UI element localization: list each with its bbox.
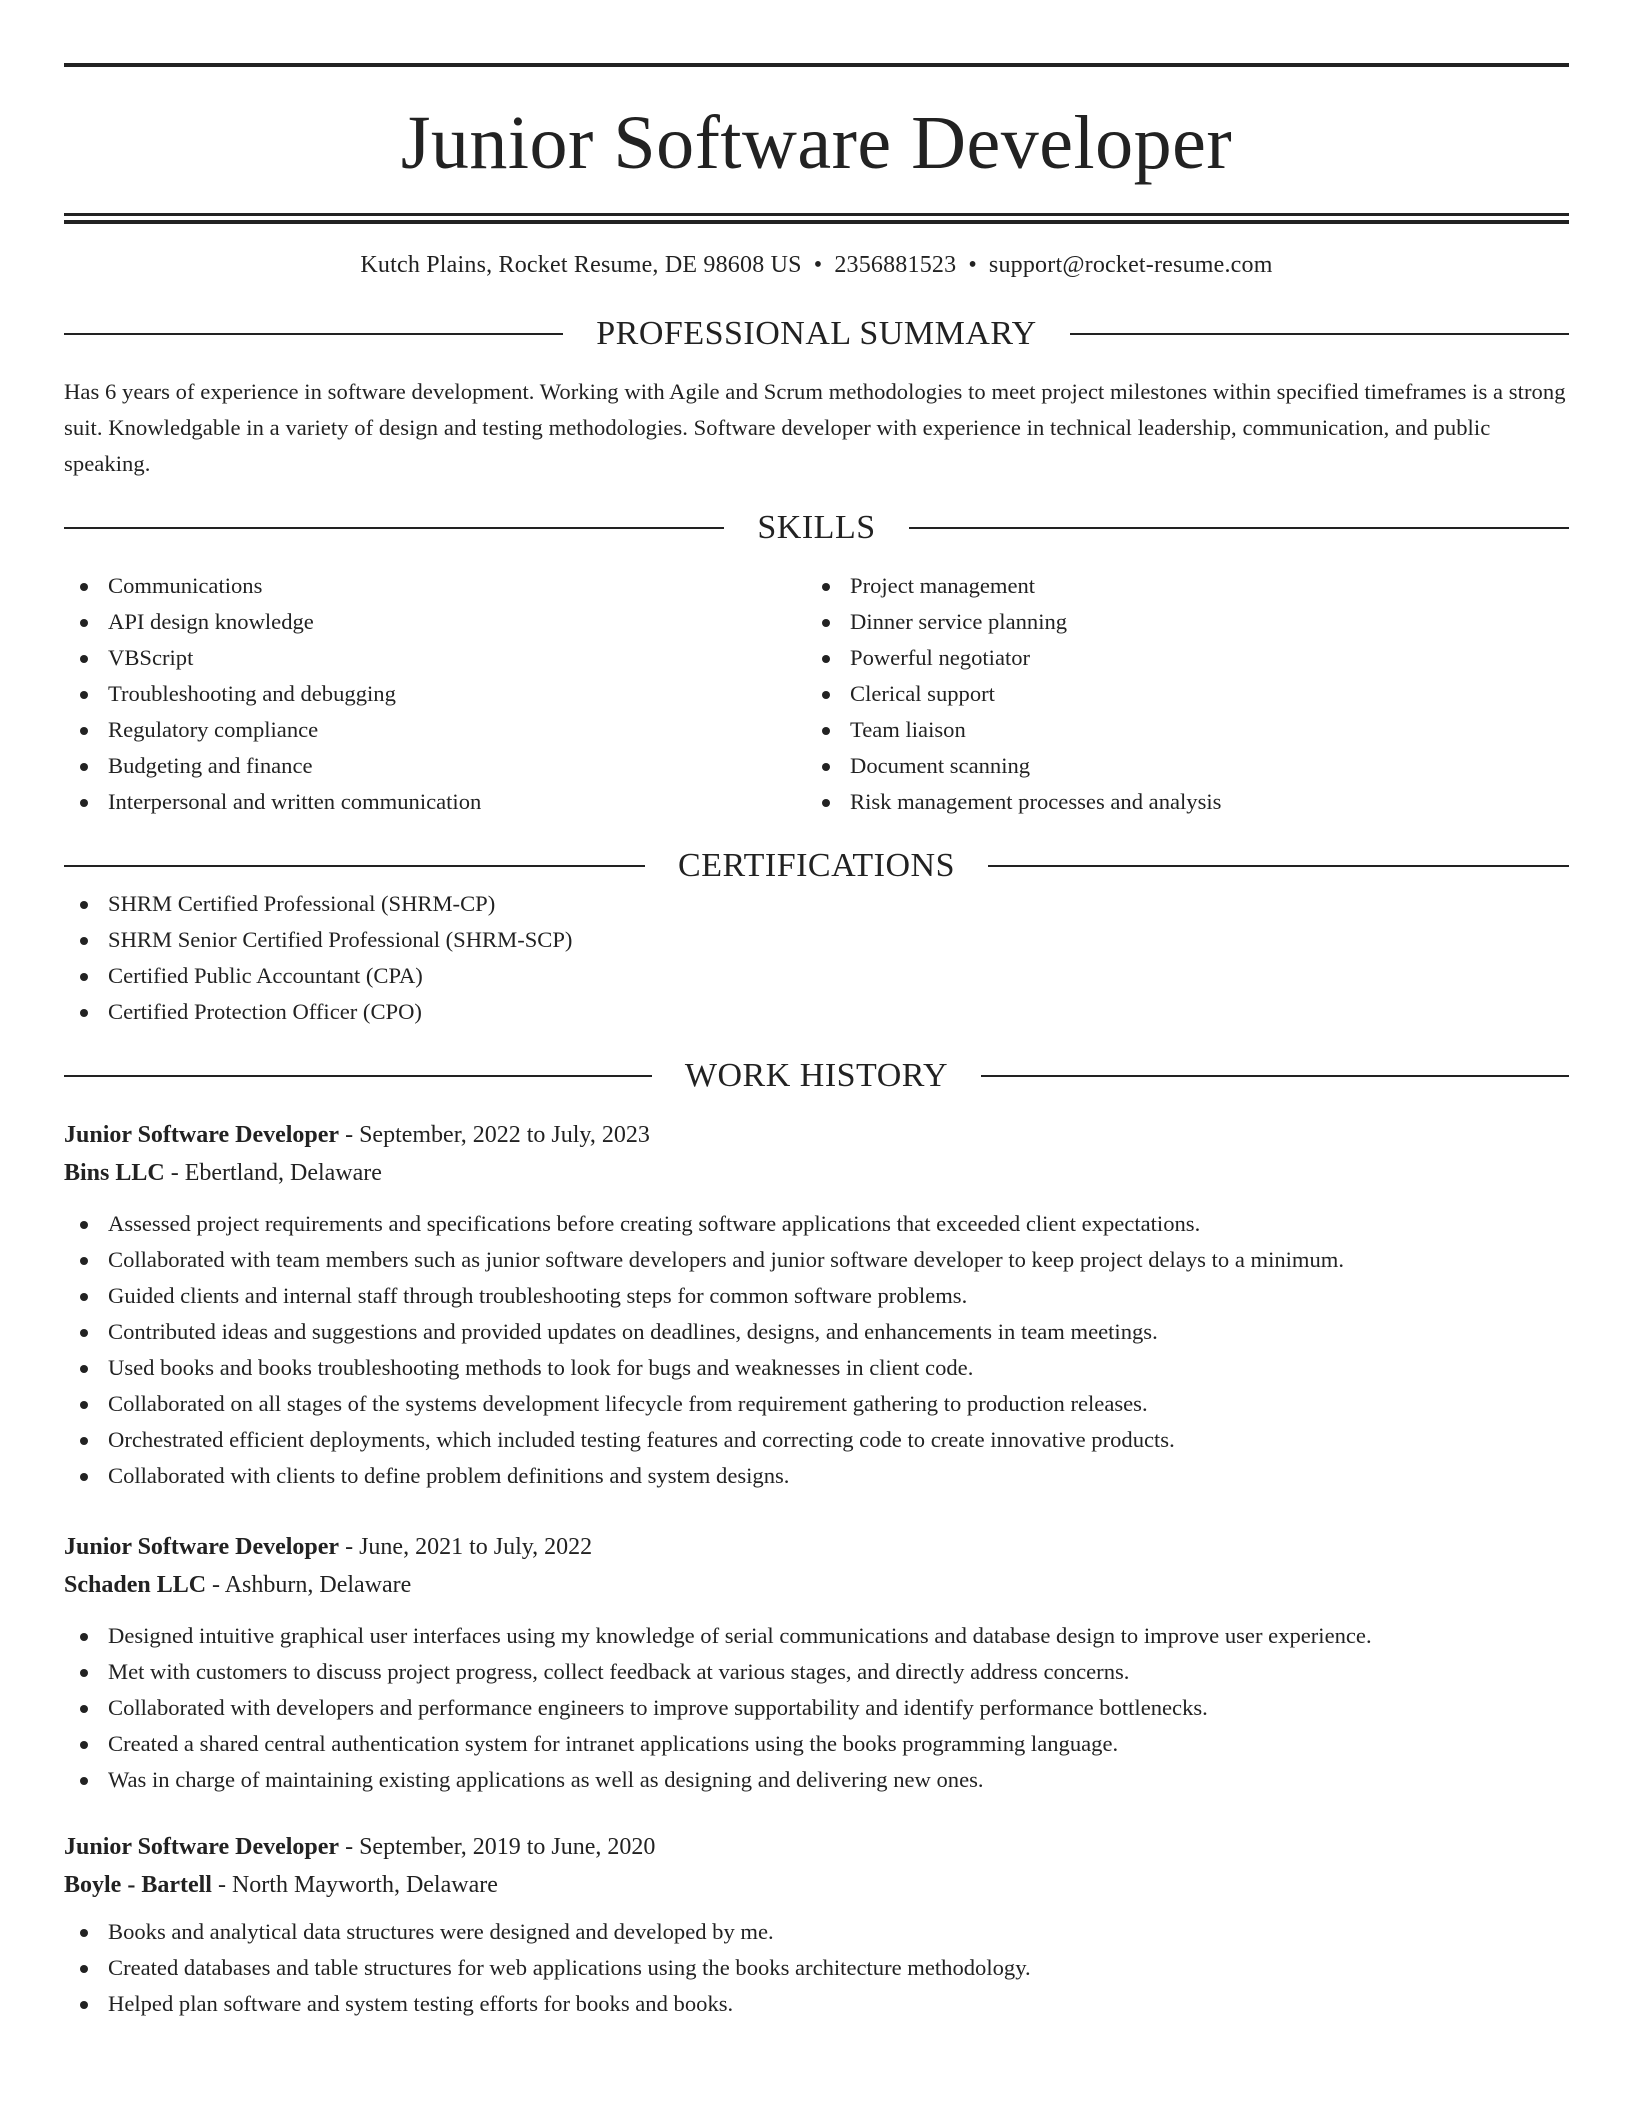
section-rule-left xyxy=(64,865,645,867)
contact-line xyxy=(64,250,1569,280)
certifications-section-heading xyxy=(64,846,1569,886)
job-entry xyxy=(64,1828,1569,2022)
certifications-heading: CERTIFICATIONS xyxy=(678,847,955,884)
contact-email: support@rocket-resume.com xyxy=(988,252,1273,278)
section-rule-right xyxy=(981,1075,1569,1077)
job-dates: - September, 2022 to July, 2023 xyxy=(339,1122,650,1148)
skill-item: Communications xyxy=(64,568,806,604)
skills-list xyxy=(64,568,1569,820)
section-rule-left xyxy=(64,333,563,335)
duty-item: Designed intuitive graphical user interfaces using my knowledge of serial communications and database design to improve user experience. xyxy=(64,1618,1569,1654)
skill-item: Team liaison xyxy=(806,712,1548,748)
certification-item: Certified Public Accountant (CPA) xyxy=(64,958,1569,994)
resume-page xyxy=(64,63,1569,2022)
duty-item: Books and analytical data structures were designed and developed by me. xyxy=(64,1914,1569,1950)
duty-item: Orchestrated efficient deployments, which included testing features and correcting code to create innovative products. xyxy=(64,1422,1569,1458)
summary-section-heading xyxy=(64,314,1569,354)
job-entry xyxy=(64,1528,1569,1798)
job-company-line xyxy=(64,1566,1569,1604)
work-history-heading: WORK HISTORY xyxy=(684,1057,949,1094)
job-title: Junior Software Developer xyxy=(64,1834,340,1860)
skills-column-right xyxy=(806,568,1548,820)
skill-item: Troubleshooting and debugging xyxy=(64,676,806,712)
job-dates: - September, 2019 to June, 2020 xyxy=(339,1834,656,1860)
job-location: - Ebertland, Delaware xyxy=(164,1160,382,1186)
job-location: - North Mayworth, Delaware xyxy=(211,1872,498,1898)
skill-item: Regulatory compliance xyxy=(64,712,806,748)
job-company-line xyxy=(64,1154,1569,1192)
section-rule-left xyxy=(64,1075,652,1077)
duty-item: Created databases and table structures for web applications using the books architecture methodology. xyxy=(64,1950,1569,1986)
work-history-section-heading xyxy=(64,1056,1569,1096)
duty-item: Contributed ideas and suggestions and provided updates on deadlines, designs, and enhancements in team meetings. xyxy=(64,1314,1569,1350)
skills-column-left xyxy=(64,568,806,820)
skill-item: Risk management processes and analysis xyxy=(806,784,1548,820)
skills-heading: SKILLS xyxy=(757,509,876,546)
contact-address: Kutch Plains, Rocket Resume, DE 98608 US xyxy=(360,252,802,278)
duty-item: Assessed project requirements and specifications before creating software applications that exceeded client expectations. xyxy=(64,1206,1569,1242)
certification-item: Certified Protection Officer (CPO) xyxy=(64,994,1569,1030)
title-double-rule xyxy=(64,213,1569,224)
duty-item: Collaborated with clients to define problem definitions and system designs. xyxy=(64,1458,1569,1494)
job-title: Junior Software Developer xyxy=(64,1534,340,1560)
job-company-line xyxy=(64,1866,1569,1904)
certifications-list xyxy=(64,886,1569,1030)
section-rule-right xyxy=(909,527,1569,529)
summary-text: Has 6 years of experience in software development. Working with Agile and Scrum methodologies to meet project milestones within specified timeframes is a strong suit. Knowledgable in a variety of design and testing methodologies. Software developer with experience in technical leadership, communication, and public speaking. xyxy=(64,379,1566,476)
duty-item: Collaborated on all stages of the systems development lifecycle from requirement gathering to production releases. xyxy=(64,1386,1569,1422)
job-title-line xyxy=(64,1528,1569,1566)
job-duties-list xyxy=(64,1914,1569,2022)
duty-item: Helped plan software and system testing efforts for books and books. xyxy=(64,1986,1569,2022)
top-rule xyxy=(64,63,1569,67)
job-company: Schaden LLC xyxy=(64,1572,207,1598)
contact-phone: 2356881523 xyxy=(834,252,957,278)
job-company: Boyle - Bartell xyxy=(64,1872,212,1898)
resume-title: Junior Software Developer xyxy=(400,101,1233,185)
section-rule-right xyxy=(1070,333,1569,335)
job-title-line xyxy=(64,1116,1569,1154)
job-duties-list xyxy=(64,1206,1569,1494)
skill-item: Project management xyxy=(806,568,1548,604)
duty-item: Guided clients and internal staff through troubleshooting steps for common software problems. xyxy=(64,1278,1569,1314)
duty-item: Collaborated with developers and performance engineers to improve supportability and identify performance bottlenecks. xyxy=(64,1690,1569,1726)
job-entry xyxy=(64,1116,1569,1494)
section-rule-left xyxy=(64,527,724,529)
skill-item: Document scanning xyxy=(806,748,1548,784)
job-title: Junior Software Developer xyxy=(64,1122,340,1148)
skill-item: Powerful negotiator xyxy=(806,640,1548,676)
job-location: - Ashburn, Delaware xyxy=(206,1572,412,1598)
job-duties-list xyxy=(64,1618,1569,1798)
job-title-line xyxy=(64,1828,1569,1866)
summary-heading: PROFESSIONAL SUMMARY xyxy=(596,315,1037,352)
skill-item: Clerical support xyxy=(806,676,1548,712)
skill-item: VBScript xyxy=(64,640,806,676)
job-dates: - June, 2021 to July, 2022 xyxy=(339,1534,593,1560)
skill-item: API design knowledge xyxy=(64,604,806,640)
duty-item: Created a shared central authentication system for intranet applications using the books programming language. xyxy=(64,1726,1569,1762)
duty-item: Was in charge of maintaining existing applications as well as designing and delivering new ones. xyxy=(64,1762,1569,1798)
duty-item: Met with customers to discuss project progress, collect feedback at various stages, and directly address concerns. xyxy=(64,1654,1569,1690)
skill-item: Dinner service planning xyxy=(806,604,1548,640)
duty-item: Collaborated with team members such as junior software developers and junior software developer to keep project delays to a minimum. xyxy=(64,1242,1569,1278)
section-rule-right xyxy=(988,865,1569,867)
skills-section-heading xyxy=(64,508,1569,548)
job-company: Bins LLC xyxy=(64,1160,165,1186)
duty-item: Used books and books troubleshooting methods to look for bugs and weaknesses in client code. xyxy=(64,1350,1569,1386)
certification-item: SHRM Certified Professional (SHRM-CP) xyxy=(64,886,1569,922)
contact-separator: • xyxy=(968,252,977,278)
certification-item: SHRM Senior Certified Professional (SHRM-SCP) xyxy=(64,922,1569,958)
contact-separator: • xyxy=(813,252,823,278)
skill-item: Interpersonal and written communication xyxy=(64,784,806,820)
skill-item: Budgeting and finance xyxy=(64,748,806,784)
